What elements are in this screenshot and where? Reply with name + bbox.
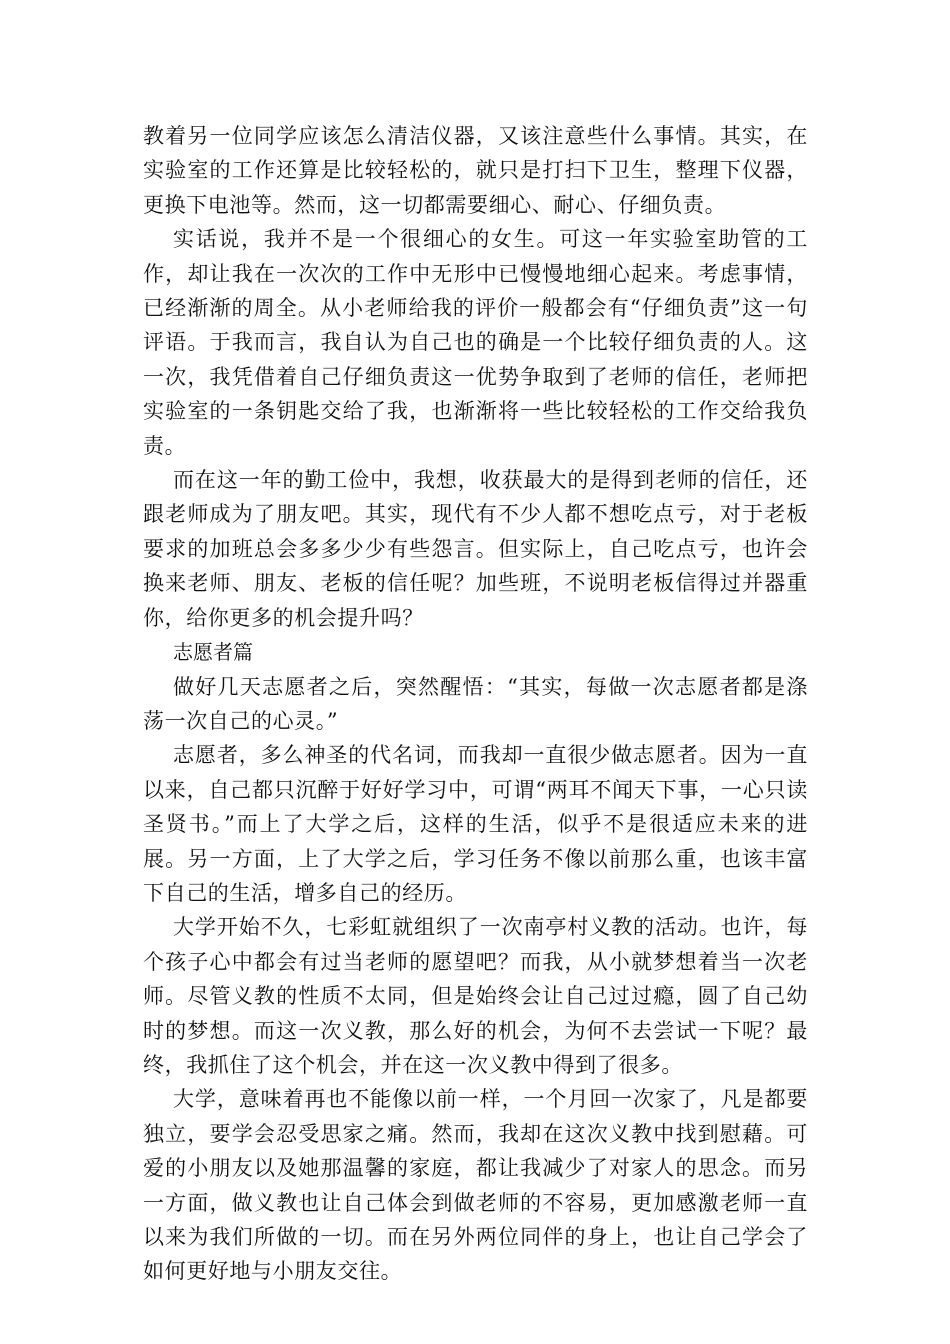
paragraph-4: 做好几天志愿者之后，突然醒悟：“其实，每做一次志愿者都是涤荡一次自己的心灵。” <box>143 674 808 733</box>
paragraph-3: 而在这一年的勤工俭中，我想，收获最大的是得到老师的信任，还跟老师成为了朋友吧。其实，现代有不少人都不想吃点亏，对于老板要求的加班总会多多少少有些怨言。但实际上，自己吃点亏，也许会换来老师、朋友、老板的信任呢？加些班，不说明老板信得过并器重你，给你更多的机会提升吗？ <box>143 468 808 630</box>
document-page <box>143 119 808 1289</box>
paragraph-6: 大学开始不久，七彩虹就组织了一次南亭村义教的活动。也许，每个孩子心中都会有过当老师的愿望吧？而我，从小就梦想着当一次老师。尽管义教的性质不太同，但是始终会让自己过过瘾，圆了自己幼时的梦想。而这一次义教，那么好的机会，为何不去尝试一下呢？最终，我抓住了这个机会，并在这一次义教中得到了很多。 <box>143 915 808 1077</box>
section-heading: 志愿者篇 <box>173 640 253 665</box>
paragraph-5: 志愿者，多么神圣的代名词，而我却一直很少做志愿者。因为一直以来，自己都只沉醉于好好学习中，可谓“两耳不闻天下事，一心只读圣贤书。”而上了大学之后，这样的生活，似乎不是很适应未来的进展。另一方面，上了大学之后，学习任务不像以前那么重，也该丰富下自己的生活，增多自己的经历。 <box>143 743 808 905</box>
paragraph-1: 教着另一位同学应该怎么清洁仪器，又该注意些什么事情。其实，在实验室的工作还算是比较轻松的，就只是打扫下卫生，整理下仪器，更换下电池等。然而，这一切都需要细心、耐心、仔细负责。 <box>143 124 808 217</box>
paragraph-7: 大学，意味着再也不能像以前一样，一个月回一次家了，凡是都要独立，要学会忍受思家之痛。然而，我却在这次义教中找到慰藉。可爱的小朋友以及她那温馨的家庭，都让我减少了对家人的思念。而另一方面，做义教也让自己体会到做老师的不容易，更加感激老师一直以来为我们所做的一切。而在另外两位同伴的身上，也让自己学会了如何更好地与小朋友交往。 <box>143 1087 808 1284</box>
paragraph-2: 实话说，我并不是一个很细心的女生。可这一年实验室助管的工作，却让我在一次次的工作中无形中已慢慢地细心起来。考虑事情，已经渐渐的周全。从小老师给我的评价一般都会有“仔细负责”这一句评语。于我而言，我自认为自己也的确是一个比较仔细负责的人。这一次，我凭借着自己仔细负责这一优势争取到了老师的信任，老师把实验室的一条钥匙交给了我，也渐渐将一些比较轻松的工作交给我负责。 <box>143 227 808 458</box>
